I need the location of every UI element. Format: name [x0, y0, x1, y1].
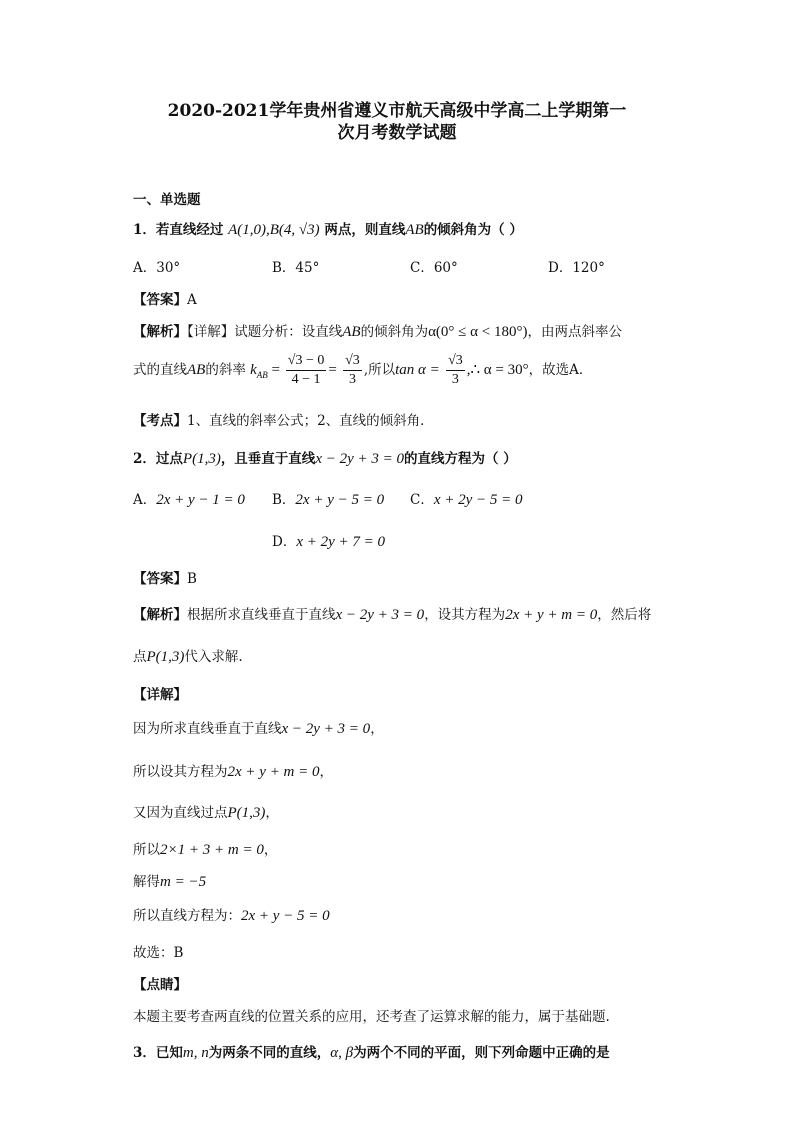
section-heading: 一、单选题	[133, 192, 201, 208]
page-title: 2020-2021学年贵州省遵义市航天高级中学高二上学期第一	[167, 101, 627, 121]
q1-answer	[133, 288, 197, 308]
q2-analysis-line1: 【解析】根据所求直线垂直于直线x − 2y + 3 = 0，设其方程为2x + y + m = 0，然后将	[133, 607, 652, 623]
q2-answer-tag: 【答案】	[133, 571, 187, 587]
q1-kaodian-tag: 【考点】	[133, 413, 187, 429]
q2-number: 2．	[133, 451, 156, 467]
q1-point-b: B(4, √3)	[269, 222, 320, 238]
q1-answer-tag: 【答案】	[133, 292, 187, 308]
q1-option-d: D．120°	[548, 260, 605, 276]
q1-alpha-range: α(0° ≤ α < 180°)	[428, 324, 528, 340]
q1-kaodian-text: 1、直线的斜率公式；2、直线的倾斜角．	[187, 413, 434, 429]
q1-option-a: A．30°	[133, 260, 181, 276]
q2-detail-5: 解得m = −5	[133, 874, 207, 890]
q2-detail-3: 又因为直线过点P(1,3)，	[133, 805, 279, 821]
q1-analysis-text-b: 的倾斜角为	[360, 324, 429, 340]
q2-analysis-line2: 点P(1,3)代入求解.	[133, 649, 243, 665]
q2-stem-b: ，且垂直于直线	[220, 451, 316, 467]
q2-stem	[133, 447, 517, 468]
q1-answer-value: A	[187, 292, 197, 308]
q1-analysis-line2: 式的直线AB的斜率 $k_{AB}$ = $\frac{√3 - 0}{4 - 1}$ = $\frac{√3}{3}$ ,所以tan α = $\frac{√3}{3}$ ,∴ α = 30°，故选A．	[133, 353, 593, 387]
q1-analysis2-ab: AB	[187, 362, 206, 378]
q1-analysis-text: 【详解】试题分析：设直线	[187, 324, 343, 340]
q2-detail-4: 所以2×1 + 3 + m = 0，	[133, 842, 278, 858]
q1-analysis2-text: 式的直线	[133, 362, 187, 378]
q2-detail-6: 所以直线方程为：2x + y − 5 = 0	[133, 908, 330, 924]
q1-stem: 1．若直线经过 A(1,0),B(4, √3) 两点，则直线AB的倾斜角为（ ）	[133, 222, 523, 238]
q2-option-a: A．2x + y − 1 = 0	[133, 492, 245, 508]
q1-analysis-tag: 【解析】	[133, 324, 187, 340]
q2-dianjing-text: 本题主要考查两直线的位置关系的应用，还考查了运算求解的能力，属于基础题.	[133, 1009, 610, 1025]
q1-point-a: A(1,0)	[228, 222, 267, 238]
q1-ab: AB	[405, 222, 424, 238]
q1-therefore: ,∴ α = 30°	[466, 362, 529, 378]
q2-point: P(1,3)	[182, 451, 221, 467]
q1-analysis-text-c: ，由两点斜率公	[527, 324, 622, 340]
q1-analysis-ab: AB	[342, 324, 361, 340]
q2-answer-value: B	[187, 571, 197, 587]
q2-dianjing-tag: 【点睛】	[133, 977, 187, 993]
q1-analysis2-text-c: ,所以	[363, 362, 396, 378]
q1-kaodian	[133, 409, 434, 429]
q2-detail-2: 所以设其方程为2x + y + m = 0，	[133, 764, 334, 780]
page-title-cont: 次月考数学试题	[337, 123, 457, 143]
q2-detail-tag: 【详解】	[133, 687, 187, 703]
q1-analysis2-text-b: 的斜率	[205, 362, 246, 378]
q1-number: 1．	[133, 222, 156, 238]
q1-stem-b: 两点，则直线	[324, 222, 406, 238]
q1-tan-alpha: tan α =	[395, 362, 440, 378]
q1-slope-symbol: $k_{AB}$	[250, 362, 268, 380]
q1-analysis-line1	[133, 320, 622, 341]
q1-option-c: C．60°	[410, 260, 458, 276]
q2-analysis-tag: 【解析】	[133, 607, 187, 623]
q1-stem-a: 若直线经过	[155, 222, 224, 238]
q3-stem: 3．已知m, n为两条不同的直线，α, β为两个不同的平面，则下列命题中正确的是	[133, 1045, 610, 1061]
q1-fraction-2: $\frac{√3}{3}$	[345, 353, 360, 387]
q2-stem-c: 的直线方程为（ ）	[404, 451, 517, 467]
q2-option-b: B．2x + y − 5 = 0	[272, 492, 385, 508]
q2-option-c: C．x + 2y − 5 = 0	[410, 492, 523, 508]
q2-stem-a: 过点	[155, 451, 183, 467]
q1-option-b: B．45°	[272, 260, 320, 276]
q1-stem-c: 的倾斜角为（ ）	[423, 222, 523, 238]
q1-fraction-3: $\frac{√3}{3}$	[448, 353, 463, 387]
q1-fraction-1: $\frac{√3 - 0}{4 - 1}$	[287, 353, 325, 387]
q2-detail-7: 故选：B	[133, 945, 184, 961]
q2-option-d: D．x + 2y + 7 = 0	[272, 534, 386, 550]
q2-line-eq: x − 2y + 3 = 0	[315, 451, 404, 467]
q2-answer	[133, 567, 197, 587]
q1-analysis2-text-d: ，故选A．	[528, 362, 593, 378]
q2-detail-1: 因为所求直线垂直于直线x − 2y + 3 = 0，	[133, 721, 384, 737]
